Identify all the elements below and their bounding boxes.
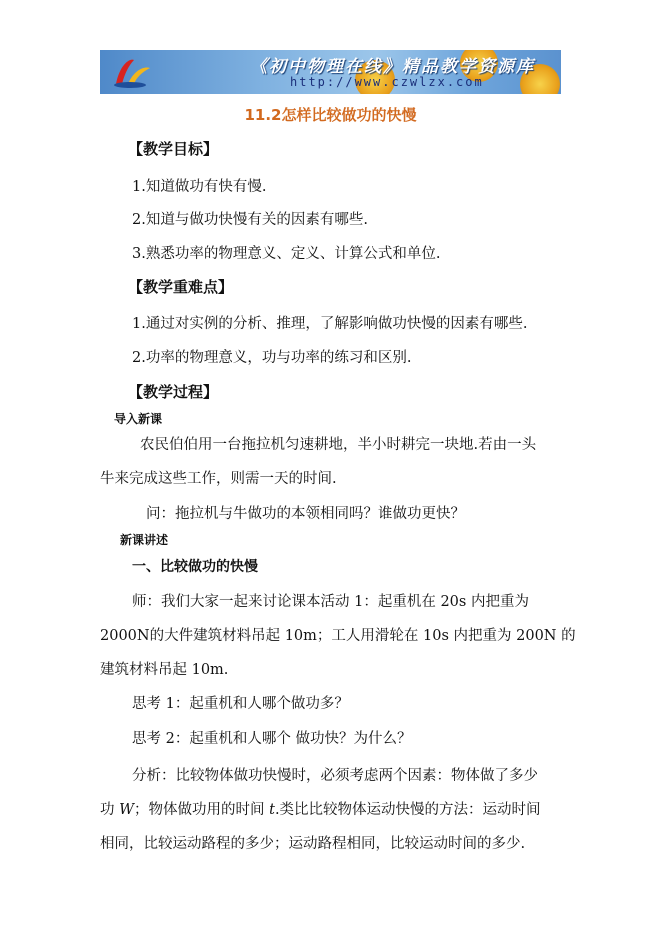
key-point-item: 2.功率的物理意义，功与功率的练习和区别. xyxy=(132,350,412,366)
analysis-paragraph-line: 相同，比较运动路程的多少；运动路程相同，比较运动时间的多少. xyxy=(100,836,526,852)
think-question-1: 思考 1：起重机和人哪个做功多？ xyxy=(132,696,349,712)
key-point-item: 1.通过对实例的分析、推理，了解影响做功快慢的因素有哪些. xyxy=(132,316,528,332)
key-points-heading: 【教学重难点】 xyxy=(128,278,234,296)
goal-item: 1.知道做功有快有慢. xyxy=(132,179,267,195)
banner-title: 《初中物理在线》精品教学资源库 xyxy=(250,57,535,77)
goal-item: 3.熟悉功率的物理意义、定义、计算公式和单位. xyxy=(132,246,441,262)
intro-paragraph-line: 农民伯伯用一台拖拉机匀速耕地，半小时耕完一块地.若由一头 xyxy=(140,437,537,453)
time-variable: t xyxy=(269,802,275,818)
teacher-paragraph-line: 建筑材料吊起 10m. xyxy=(100,662,229,678)
work-variable: W xyxy=(119,802,135,818)
teacher-paragraph-line: 2000N的大件建筑材料吊起 10m；工人用滑轮在 10s 内把重为 200N 的 xyxy=(100,628,576,644)
analysis-paragraph-line: 分析：比较物体做功快慢时，必须考虑两个因素：物体做了多少 xyxy=(132,768,538,784)
analysis-text: .类比比较物体运动快慢的方法：运动时间 xyxy=(274,802,541,818)
intro-paragraph-line: 牛来完成这些工作，则需一天的时间. xyxy=(100,471,337,487)
analysis-text: 功 xyxy=(100,802,120,818)
analysis-paragraph-line xyxy=(100,798,541,819)
banner-url: http://www.czwlzx.com xyxy=(290,75,484,89)
part1-heading: 一、比较做功的快慢 xyxy=(132,559,258,575)
teacher-paragraph-line: 师：我们大家一起来讨论课本活动 1：起重机在 20s 内把重为 xyxy=(132,594,529,610)
process-heading: 【教学过程】 xyxy=(128,383,219,401)
goal-item: 2.知道与做功快慢有关的因素有哪些. xyxy=(132,212,368,228)
analysis-text: ；物体做功用的时间 xyxy=(134,802,270,818)
document-title: 11.2怎样比较做功的快慢 xyxy=(244,106,417,124)
goals-heading: 【教学目标】 xyxy=(128,140,219,158)
intro-question: 问：拖拉机与牛做功的本领相同吗？谁做功更快？ xyxy=(146,506,465,522)
header-banner xyxy=(100,50,561,94)
new-lesson-heading: 新课讲述 xyxy=(120,533,169,547)
think-question-2: 思考 2：起重机和人哪个 做功快？为什么？ xyxy=(132,731,412,747)
intro-heading: 导入新课 xyxy=(114,412,163,426)
site-logo-icon xyxy=(108,54,154,90)
